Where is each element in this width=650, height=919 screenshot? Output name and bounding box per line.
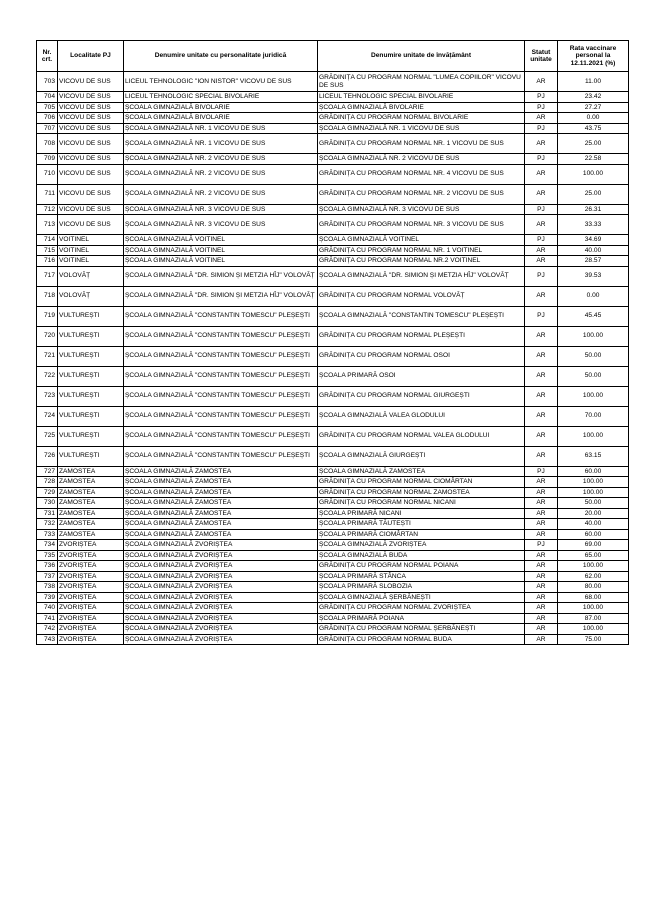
cell-statut: AR bbox=[525, 406, 558, 426]
table-row bbox=[37, 592, 629, 603]
cell-denumire-pj: ȘCOALA GIMNAZIALĂ ZVORIȘTEA bbox=[124, 634, 318, 645]
cell-denumire-pj: ȘCOALA GIMNAZIALĂ NR. 1 VICOVU DE SUS bbox=[124, 123, 318, 134]
cell-statut: AR bbox=[525, 477, 558, 488]
cell-statut: AR bbox=[525, 519, 558, 530]
cell-nr: 710 bbox=[37, 164, 58, 184]
cell-rata: 28.57 bbox=[558, 256, 629, 267]
cell-denumire-unitate: GRĂDINIȚA CU PROGRAM NORMAL "LUMEA COPIILOR" VICOVU DE SUS bbox=[318, 72, 525, 92]
cell-statut: PJ bbox=[525, 466, 558, 477]
cell-denumire-pj: ȘCOALA GIMNAZIALĂ NR. 2 VICOVU DE SUS bbox=[124, 164, 318, 184]
cell-denumire-unitate: GRĂDINIȚA CU PROGRAM NORMAL NICANI bbox=[318, 498, 525, 509]
cell-rata: 0.00 bbox=[558, 113, 629, 124]
cell-denumire-unitate: ȘCOALA GIMNAZIALĂ ZVORIȘTEA bbox=[318, 540, 525, 551]
header-rata: Rata vaccinare personal la 12.11.2021 (%) bbox=[558, 41, 629, 72]
table-row bbox=[37, 92, 629, 103]
cell-nr: 741 bbox=[37, 613, 58, 624]
cell-statut: AR bbox=[525, 592, 558, 603]
cell-rata: 22.58 bbox=[558, 154, 629, 165]
cell-localitate: VULTUREȘTI bbox=[58, 326, 124, 346]
cell-rata: 25.00 bbox=[558, 134, 629, 154]
cell-nr: 724 bbox=[37, 406, 58, 426]
cell-localitate: ZVORIȘTEA bbox=[58, 550, 124, 561]
cell-statut: PJ bbox=[525, 266, 558, 286]
cell-denumire-unitate: ȘCOALA PRIMARĂ TĂUTEȘTI bbox=[318, 519, 525, 530]
cell-statut: AR bbox=[525, 550, 558, 561]
cell-denumire-pj: ȘCOALA GIMNAZIALĂ "DR. SIMION ȘI METZIA HÎJ" VOLOVĂȚ bbox=[124, 266, 318, 286]
cell-nr: 703 bbox=[37, 72, 58, 92]
cell-denumire-unitate: GRĂDINIȚA CU PROGRAM NORMAL NR. 1 VICOVU DE SUS bbox=[318, 134, 525, 154]
cell-statut: AR bbox=[525, 426, 558, 446]
cell-denumire-pj: ȘCOALA GIMNAZIALĂ VOITINEL bbox=[124, 256, 318, 267]
cell-nr: 725 bbox=[37, 426, 58, 446]
cell-rata: 25.00 bbox=[558, 184, 629, 204]
vaccination-table bbox=[36, 40, 629, 645]
cell-rata: 68.00 bbox=[558, 592, 629, 603]
cell-rata: 34.69 bbox=[558, 235, 629, 246]
cell-denumire-unitate: ȘCOALA GIMNAZIALĂ NR. 3 VICOVU DE SUS bbox=[318, 204, 525, 215]
cell-denumire-pj: ȘCOALA GIMNAZIALĂ ZVORIȘTEA bbox=[124, 571, 318, 582]
cell-rata: 100.00 bbox=[558, 487, 629, 498]
cell-nr: 735 bbox=[37, 550, 58, 561]
table-row bbox=[37, 519, 629, 530]
cell-localitate: ZAMOSTEA bbox=[58, 519, 124, 530]
cell-denumire-pj: ȘCOALA GIMNAZIALĂ ZAMOSTEA bbox=[124, 466, 318, 477]
cell-denumire-pj: ȘCOALA GIMNAZIALĂ ZAMOSTEA bbox=[124, 529, 318, 540]
table-row bbox=[37, 466, 629, 477]
cell-nr: 727 bbox=[37, 466, 58, 477]
cell-nr: 736 bbox=[37, 561, 58, 572]
cell-denumire-unitate: ȘCOALA PRIMARĂ SLOBOZIA bbox=[318, 582, 525, 593]
cell-nr: 722 bbox=[37, 366, 58, 386]
cell-denumire-pj: ȘCOALA GIMNAZIALĂ BIVOLARIE bbox=[124, 102, 318, 113]
cell-denumire-unitate: GRĂDINIȚA CU PROGRAM NORMAL NR. 4 VICOVU DE SUS bbox=[318, 164, 525, 184]
cell-nr: 740 bbox=[37, 603, 58, 614]
cell-denumire-pj: ȘCOALA GIMNAZIALĂ BIVOLARIE bbox=[124, 113, 318, 124]
cell-denumire-pj: ȘCOALA GIMNAZIALĂ ZVORIȘTEA bbox=[124, 624, 318, 635]
table-row bbox=[37, 634, 629, 645]
table-row bbox=[37, 624, 629, 635]
table-row bbox=[37, 446, 629, 466]
header-denumire-unitate: Denumire unitate de învățământ bbox=[318, 41, 525, 72]
cell-statut: PJ bbox=[525, 102, 558, 113]
cell-statut: AR bbox=[525, 487, 558, 498]
cell-denumire-unitate: ȘCOALA PRIMARĂ OSOI bbox=[318, 366, 525, 386]
cell-rata: 26.31 bbox=[558, 204, 629, 215]
cell-denumire-pj: ȘCOALA GIMNAZIALĂ ZVORIȘTEA bbox=[124, 540, 318, 551]
table-row bbox=[37, 477, 629, 488]
cell-statut: PJ bbox=[525, 306, 558, 326]
cell-nr: 720 bbox=[37, 326, 58, 346]
cell-localitate: VICOVU DE SUS bbox=[58, 134, 124, 154]
cell-localitate: ZVORIȘTEA bbox=[58, 582, 124, 593]
cell-localitate: ZAMOSTEA bbox=[58, 508, 124, 519]
cell-denumire-unitate: ȘCOALA GIMNAZIALĂ "DR. SIMION ȘI METZIA HÎJ" VOLOVĂȚ bbox=[318, 266, 525, 286]
cell-localitate: VICOVU DE SUS bbox=[58, 215, 124, 235]
cell-rata: 100.00 bbox=[558, 164, 629, 184]
cell-nr: 719 bbox=[37, 306, 58, 326]
cell-denumire-unitate: ȘCOALA GIMNAZIALĂ VALEA GLODULUI bbox=[318, 406, 525, 426]
table-row bbox=[37, 215, 629, 235]
cell-rata: 87.00 bbox=[558, 613, 629, 624]
cell-denumire-unitate: GRĂDINIȚA CU PROGRAM NORMAL NR.2 VOITINEL bbox=[318, 256, 525, 267]
cell-denumire-pj: ȘCOALA GIMNAZIALĂ ZAMOSTEA bbox=[124, 508, 318, 519]
cell-statut: AR bbox=[525, 582, 558, 593]
cell-statut: AR bbox=[525, 184, 558, 204]
cell-denumire-unitate: ȘCOALA PRIMARĂ STÂNCA bbox=[318, 571, 525, 582]
cell-rata: 65.00 bbox=[558, 550, 629, 561]
table-row bbox=[37, 406, 629, 426]
cell-nr: 717 bbox=[37, 266, 58, 286]
cell-rata: 60.00 bbox=[558, 466, 629, 477]
cell-denumire-pj: ȘCOALA GIMNAZIALĂ NR. 3 VICOVU DE SUS bbox=[124, 204, 318, 215]
cell-denumire-unitate: ȘCOALA GIMNAZIALĂ "CONSTANTIN TOMESCU" PLEȘEȘTI bbox=[318, 306, 525, 326]
cell-denumire-unitate: ȘCOALA GIMNAZIALĂ BIVOLARIE bbox=[318, 102, 525, 113]
cell-localitate: ZVORIȘTEA bbox=[58, 540, 124, 551]
cell-localitate: VICOVU DE SUS bbox=[58, 92, 124, 103]
cell-statut: PJ bbox=[525, 92, 558, 103]
cell-localitate: VICOVU DE SUS bbox=[58, 102, 124, 113]
cell-denumire-pj: ȘCOALA GIMNAZIALĂ "DR. SIMION ȘI METZIA HÎJ" VOLOVĂȚ bbox=[124, 286, 318, 306]
cell-denumire-pj: ȘCOALA GIMNAZIALĂ ZVORIȘTEA bbox=[124, 603, 318, 614]
cell-statut: AR bbox=[525, 215, 558, 235]
cell-denumire-unitate: GRĂDINIȚA CU PROGRAM NORMAL NR. 1 VOITINEL bbox=[318, 245, 525, 256]
cell-rata: 27.27 bbox=[558, 102, 629, 113]
cell-rata: 70.00 bbox=[558, 406, 629, 426]
cell-rata: 43.75 bbox=[558, 123, 629, 134]
cell-localitate: ZVORIȘTEA bbox=[58, 592, 124, 603]
cell-localitate: ZAMOSTEA bbox=[58, 529, 124, 540]
cell-statut: AR bbox=[525, 366, 558, 386]
cell-rata: 100.00 bbox=[558, 326, 629, 346]
cell-denumire-pj: ȘCOALA GIMNAZIALĂ NR. 2 VICOVU DE SUS bbox=[124, 154, 318, 165]
cell-rata: 60.00 bbox=[558, 529, 629, 540]
cell-denumire-pj: ȘCOALA GIMNAZIALĂ "CONSTANTIN TOMESCU" PLEȘEȘTI bbox=[124, 386, 318, 406]
cell-denumire-unitate: ȘCOALA GIMNAZIALĂ GIURGEȘTI bbox=[318, 446, 525, 466]
table-row bbox=[37, 582, 629, 593]
cell-denumire-pj: ȘCOALA GIMNAZIALĂ "CONSTANTIN TOMESCU" PLEȘEȘTI bbox=[124, 326, 318, 346]
cell-statut: PJ bbox=[525, 123, 558, 134]
table-row bbox=[37, 256, 629, 267]
cell-statut: PJ bbox=[525, 540, 558, 551]
cell-nr: 731 bbox=[37, 508, 58, 519]
table-row bbox=[37, 508, 629, 519]
cell-statut: AR bbox=[525, 613, 558, 624]
cell-denumire-pj: ȘCOALA GIMNAZIALĂ ZVORIȘTEA bbox=[124, 550, 318, 561]
cell-localitate: ZAMOSTEA bbox=[58, 498, 124, 509]
cell-denumire-unitate: GRĂDINIȚA CU PROGRAM NORMAL ZAMOSTEA bbox=[318, 487, 525, 498]
cell-denumire-unitate: GRĂDINIȚA CU PROGRAM NORMAL VOLOVĂȚ bbox=[318, 286, 525, 306]
table-row bbox=[37, 366, 629, 386]
cell-nr: 704 bbox=[37, 92, 58, 103]
table-row bbox=[37, 123, 629, 134]
cell-denumire-pj: ȘCOALA GIMNAZIALĂ VOITINEL bbox=[124, 245, 318, 256]
cell-localitate: VICOVU DE SUS bbox=[58, 72, 124, 92]
cell-rata: 20.00 bbox=[558, 508, 629, 519]
table-row bbox=[37, 184, 629, 204]
cell-rata: 80.00 bbox=[558, 582, 629, 593]
table-row bbox=[37, 561, 629, 572]
cell-denumire-unitate: ȘCOALA PRIMARĂ CIOMÂRTAN bbox=[318, 529, 525, 540]
cell-denumire-pj: ȘCOALA GIMNAZIALĂ "CONSTANTIN TOMESCU" PLEȘEȘTI bbox=[124, 346, 318, 366]
cell-rata: 11.00 bbox=[558, 72, 629, 92]
cell-localitate: VULTUREȘTI bbox=[58, 446, 124, 466]
cell-denumire-pj: ȘCOALA GIMNAZIALĂ ZAMOSTEA bbox=[124, 477, 318, 488]
cell-localitate: ZVORIȘTEA bbox=[58, 613, 124, 624]
table-row bbox=[37, 571, 629, 582]
cell-statut: AR bbox=[525, 286, 558, 306]
cell-rata: 40.00 bbox=[558, 519, 629, 530]
cell-localitate: VULTUREȘTI bbox=[58, 406, 124, 426]
table-row bbox=[37, 164, 629, 184]
cell-denumire-pj: ȘCOALA GIMNAZIALĂ NR. 3 VICOVU DE SUS bbox=[124, 215, 318, 235]
cell-localitate: VULTUREȘTI bbox=[58, 346, 124, 366]
cell-nr: 707 bbox=[37, 123, 58, 134]
cell-nr: 743 bbox=[37, 634, 58, 645]
cell-nr: 714 bbox=[37, 235, 58, 246]
cell-rata: 33.33 bbox=[558, 215, 629, 235]
cell-rata: 69.00 bbox=[558, 540, 629, 551]
cell-statut: AR bbox=[525, 603, 558, 614]
cell-nr: 706 bbox=[37, 113, 58, 124]
cell-nr: 730 bbox=[37, 498, 58, 509]
cell-statut: AR bbox=[525, 624, 558, 635]
cell-rata: 100.00 bbox=[558, 477, 629, 488]
cell-localitate: ZVORIȘTEA bbox=[58, 634, 124, 645]
cell-denumire-pj: ȘCOALA GIMNAZIALĂ ZVORIȘTEA bbox=[124, 582, 318, 593]
cell-denumire-unitate: ȘCOALA GIMNAZIALĂ NR. 2 VICOVU DE SUS bbox=[318, 154, 525, 165]
cell-nr: 733 bbox=[37, 529, 58, 540]
cell-nr: 734 bbox=[37, 540, 58, 551]
cell-statut: AR bbox=[525, 561, 558, 572]
cell-rata: 62.00 bbox=[558, 571, 629, 582]
cell-nr: 718 bbox=[37, 286, 58, 306]
cell-denumire-unitate: ȘCOALA PRIMARĂ POIANA bbox=[318, 613, 525, 624]
cell-rata: 100.00 bbox=[558, 561, 629, 572]
cell-rata: 50.00 bbox=[558, 366, 629, 386]
cell-denumire-pj: ȘCOALA GIMNAZIALĂ "CONSTANTIN TOMESCU" PLEȘEȘTI bbox=[124, 366, 318, 386]
cell-denumire-pj: ȘCOALA GIMNAZIALĂ "CONSTANTIN TOMESCU" PLEȘEȘTI bbox=[124, 306, 318, 326]
cell-denumire-pj: ȘCOALA GIMNAZIALĂ ZVORIȘTEA bbox=[124, 592, 318, 603]
cell-nr: 721 bbox=[37, 346, 58, 366]
cell-rata: 45.45 bbox=[558, 306, 629, 326]
cell-rata: 100.00 bbox=[558, 603, 629, 614]
cell-statut: AR bbox=[525, 245, 558, 256]
table-body bbox=[37, 72, 629, 645]
cell-rata: 0.00 bbox=[558, 286, 629, 306]
cell-nr: 713 bbox=[37, 215, 58, 235]
cell-localitate: VICOVU DE SUS bbox=[58, 154, 124, 165]
cell-localitate: VULTUREȘTI bbox=[58, 426, 124, 446]
cell-nr: 712 bbox=[37, 204, 58, 215]
cell-nr: 723 bbox=[37, 386, 58, 406]
cell-nr: 737 bbox=[37, 571, 58, 582]
cell-denumire-unitate: ȘCOALA GIMNAZIALĂ VOITINEL bbox=[318, 235, 525, 246]
cell-localitate: VICOVU DE SUS bbox=[58, 204, 124, 215]
header-denumire-pj: Denumire unitate cu personalitate juridică bbox=[124, 41, 318, 72]
cell-nr: 709 bbox=[37, 154, 58, 165]
table-row bbox=[37, 306, 629, 326]
cell-denumire-unitate: ȘCOALA PRIMARĂ NICANI bbox=[318, 508, 525, 519]
table-row bbox=[37, 326, 629, 346]
cell-denumire-unitate: GRĂDINIȚA CU PROGRAM NORMAL VALEA GLODULUI bbox=[318, 426, 525, 446]
cell-nr: 728 bbox=[37, 477, 58, 488]
cell-statut: AR bbox=[525, 326, 558, 346]
cell-nr: 705 bbox=[37, 102, 58, 113]
cell-denumire-unitate: GRĂDINIȚA CU PROGRAM NORMAL BIVOLARIE bbox=[318, 113, 525, 124]
cell-localitate: VULTUREȘTI bbox=[58, 366, 124, 386]
cell-statut: AR bbox=[525, 498, 558, 509]
cell-localitate: ZVORIȘTEA bbox=[58, 603, 124, 614]
cell-denumire-unitate: GRĂDINIȚA CU PROGRAM NORMAL PLEȘEȘTI bbox=[318, 326, 525, 346]
table-row bbox=[37, 235, 629, 246]
cell-statut: AR bbox=[525, 256, 558, 267]
cell-rata: 23.42 bbox=[558, 92, 629, 103]
cell-statut: PJ bbox=[525, 204, 558, 215]
table-row bbox=[37, 613, 629, 624]
table-row bbox=[37, 529, 629, 540]
cell-nr: 732 bbox=[37, 519, 58, 530]
cell-localitate: VULTUREȘTI bbox=[58, 306, 124, 326]
cell-localitate: VULTUREȘTI bbox=[58, 386, 124, 406]
cell-localitate: VOITINEL bbox=[58, 245, 124, 256]
cell-statut: AR bbox=[525, 386, 558, 406]
cell-denumire-unitate: GRĂDINIȚA CU PROGRAM NORMAL CIOMÂRTAN bbox=[318, 477, 525, 488]
table-header bbox=[37, 41, 629, 72]
table-row bbox=[37, 134, 629, 154]
cell-localitate: ZAMOSTEA bbox=[58, 466, 124, 477]
cell-localitate: ZAMOSTEA bbox=[58, 477, 124, 488]
cell-localitate: VICOVU DE SUS bbox=[58, 123, 124, 134]
cell-localitate: VICOVU DE SUS bbox=[58, 113, 124, 124]
cell-statut: AR bbox=[525, 164, 558, 184]
cell-denumire-unitate: ȘCOALA GIMNAZIALĂ BUDA bbox=[318, 550, 525, 561]
table-row bbox=[37, 498, 629, 509]
cell-localitate: VICOVU DE SUS bbox=[58, 184, 124, 204]
cell-nr: 739 bbox=[37, 592, 58, 603]
cell-rata: 50.00 bbox=[558, 346, 629, 366]
cell-localitate: ZVORIȘTEA bbox=[58, 624, 124, 635]
cell-denumire-unitate: GRĂDINIȚA CU PROGRAM NORMAL ȘERBĂNEȘTI bbox=[318, 624, 525, 635]
table-row bbox=[37, 266, 629, 286]
cell-nr: 726 bbox=[37, 446, 58, 466]
header-statut: Statut unitate bbox=[525, 41, 558, 72]
cell-statut: PJ bbox=[525, 235, 558, 246]
cell-statut: AR bbox=[525, 508, 558, 519]
cell-rata: 63.15 bbox=[558, 446, 629, 466]
table-row bbox=[37, 113, 629, 124]
cell-statut: AR bbox=[525, 113, 558, 124]
cell-statut: AR bbox=[525, 346, 558, 366]
table-row bbox=[37, 245, 629, 256]
cell-rata: 100.00 bbox=[558, 386, 629, 406]
table-row bbox=[37, 286, 629, 306]
cell-localitate: VICOVU DE SUS bbox=[58, 164, 124, 184]
cell-denumire-unitate: GRĂDINIȚA CU PROGRAM NORMAL NR. 3 VICOVU DE SUS bbox=[318, 215, 525, 235]
cell-denumire-pj: LICEUL TEHNOLOGIC "ION NISTOR" VICOVU DE SUS bbox=[124, 72, 318, 92]
cell-denumire-unitate: GRĂDINIȚA CU PROGRAM NORMAL BUDA bbox=[318, 634, 525, 645]
table-row bbox=[37, 426, 629, 446]
cell-denumire-unitate: GRĂDINIȚA CU PROGRAM NORMAL NR. 2 VICOVU DE SUS bbox=[318, 184, 525, 204]
cell-rata: 75.00 bbox=[558, 634, 629, 645]
table-row bbox=[37, 346, 629, 366]
cell-denumire-pj: ȘCOALA GIMNAZIALĂ ZVORIȘTEA bbox=[124, 561, 318, 572]
cell-denumire-unitate: GRĂDINIȚA CU PROGRAM NORMAL ZVORIȘTEA bbox=[318, 603, 525, 614]
cell-nr: 738 bbox=[37, 582, 58, 593]
cell-denumire-pj: ȘCOALA GIMNAZIALĂ "CONSTANTIN TOMESCU" PLEȘEȘTI bbox=[124, 406, 318, 426]
cell-statut: AR bbox=[525, 134, 558, 154]
cell-denumire-pj: LICEUL TEHNOLOGIC SPECIAL BIVOLARIE bbox=[124, 92, 318, 103]
cell-nr: 715 bbox=[37, 245, 58, 256]
cell-statut: AR bbox=[525, 634, 558, 645]
cell-denumire-pj: ȘCOALA GIMNAZIALĂ VOITINEL bbox=[124, 235, 318, 246]
cell-denumire-pj: ȘCOALA GIMNAZIALĂ NR. 2 VICOVU DE SUS bbox=[124, 184, 318, 204]
cell-denumire-pj: ȘCOALA GIMNAZIALĂ "CONSTANTIN TOMESCU" PLEȘEȘTI bbox=[124, 426, 318, 446]
cell-nr: 716 bbox=[37, 256, 58, 267]
table-row bbox=[37, 540, 629, 551]
cell-denumire-pj: ȘCOALA GIMNAZIALĂ ZAMOSTEA bbox=[124, 498, 318, 509]
table-row bbox=[37, 487, 629, 498]
cell-statut: PJ bbox=[525, 154, 558, 165]
header-nr: Nr. crt. bbox=[37, 41, 58, 72]
cell-denumire-pj: ȘCOALA GIMNAZIALĂ "CONSTANTIN TOMESCU" PLEȘEȘTI bbox=[124, 446, 318, 466]
cell-denumire-unitate: ȘCOALA GIMNAZIALĂ NR. 1 VICOVU DE SUS bbox=[318, 123, 525, 134]
cell-localitate: VOLOVĂȚ bbox=[58, 266, 124, 286]
cell-nr: 711 bbox=[37, 184, 58, 204]
table-row bbox=[37, 204, 629, 215]
cell-denumire-unitate: ȘCOALA GIMNAZIALĂ ȘERBĂNEȘTI bbox=[318, 592, 525, 603]
cell-rata: 100.00 bbox=[558, 624, 629, 635]
table-row bbox=[37, 72, 629, 92]
cell-localitate: ZAMOSTEA bbox=[58, 487, 124, 498]
cell-statut: AR bbox=[525, 72, 558, 92]
cell-denumire-unitate: GRĂDINIȚA CU PROGRAM NORMAL OSOI bbox=[318, 346, 525, 366]
cell-nr: 742 bbox=[37, 624, 58, 635]
cell-rata: 40.00 bbox=[558, 245, 629, 256]
cell-localitate: ZVORIȘTEA bbox=[58, 561, 124, 572]
cell-denumire-unitate: GRĂDINIȚA CU PROGRAM NORMAL POIANA bbox=[318, 561, 525, 572]
cell-rata: 50.00 bbox=[558, 498, 629, 509]
cell-localitate: VOITINEL bbox=[58, 235, 124, 246]
cell-denumire-unitate: GRĂDINIȚA CU PROGRAM NORMAL GIURGEȘTI bbox=[318, 386, 525, 406]
cell-denumire-unitate: LICEUL TEHNOLOGIC SPECIAL BIVOLARIE bbox=[318, 92, 525, 103]
cell-localitate: VOITINEL bbox=[58, 256, 124, 267]
cell-statut: AR bbox=[525, 571, 558, 582]
cell-denumire-pj: ȘCOALA GIMNAZIALĂ ZAMOSTEA bbox=[124, 487, 318, 498]
cell-nr: 708 bbox=[37, 134, 58, 154]
table-row bbox=[37, 603, 629, 614]
header-localitate: Localitate PJ bbox=[58, 41, 124, 72]
table-row bbox=[37, 386, 629, 406]
cell-nr: 729 bbox=[37, 487, 58, 498]
cell-denumire-pj: ȘCOALA GIMNAZIALĂ ZVORIȘTEA bbox=[124, 613, 318, 624]
cell-localitate: VOLOVĂȚ bbox=[58, 286, 124, 306]
cell-denumire-pj: ȘCOALA GIMNAZIALĂ ZAMOSTEA bbox=[124, 519, 318, 530]
cell-denumire-unitate: ȘCOALA GIMNAZIALĂ ZAMOSTEA bbox=[318, 466, 525, 477]
table-row bbox=[37, 154, 629, 165]
cell-statut: AR bbox=[525, 446, 558, 466]
cell-rata: 100.00 bbox=[558, 426, 629, 446]
cell-rata: 39.53 bbox=[558, 266, 629, 286]
cell-statut: AR bbox=[525, 529, 558, 540]
table-row bbox=[37, 102, 629, 113]
cell-denumire-pj: ȘCOALA GIMNAZIALĂ NR. 1 VICOVU DE SUS bbox=[124, 134, 318, 154]
table-row bbox=[37, 550, 629, 561]
cell-localitate: ZVORIȘTEA bbox=[58, 571, 124, 582]
